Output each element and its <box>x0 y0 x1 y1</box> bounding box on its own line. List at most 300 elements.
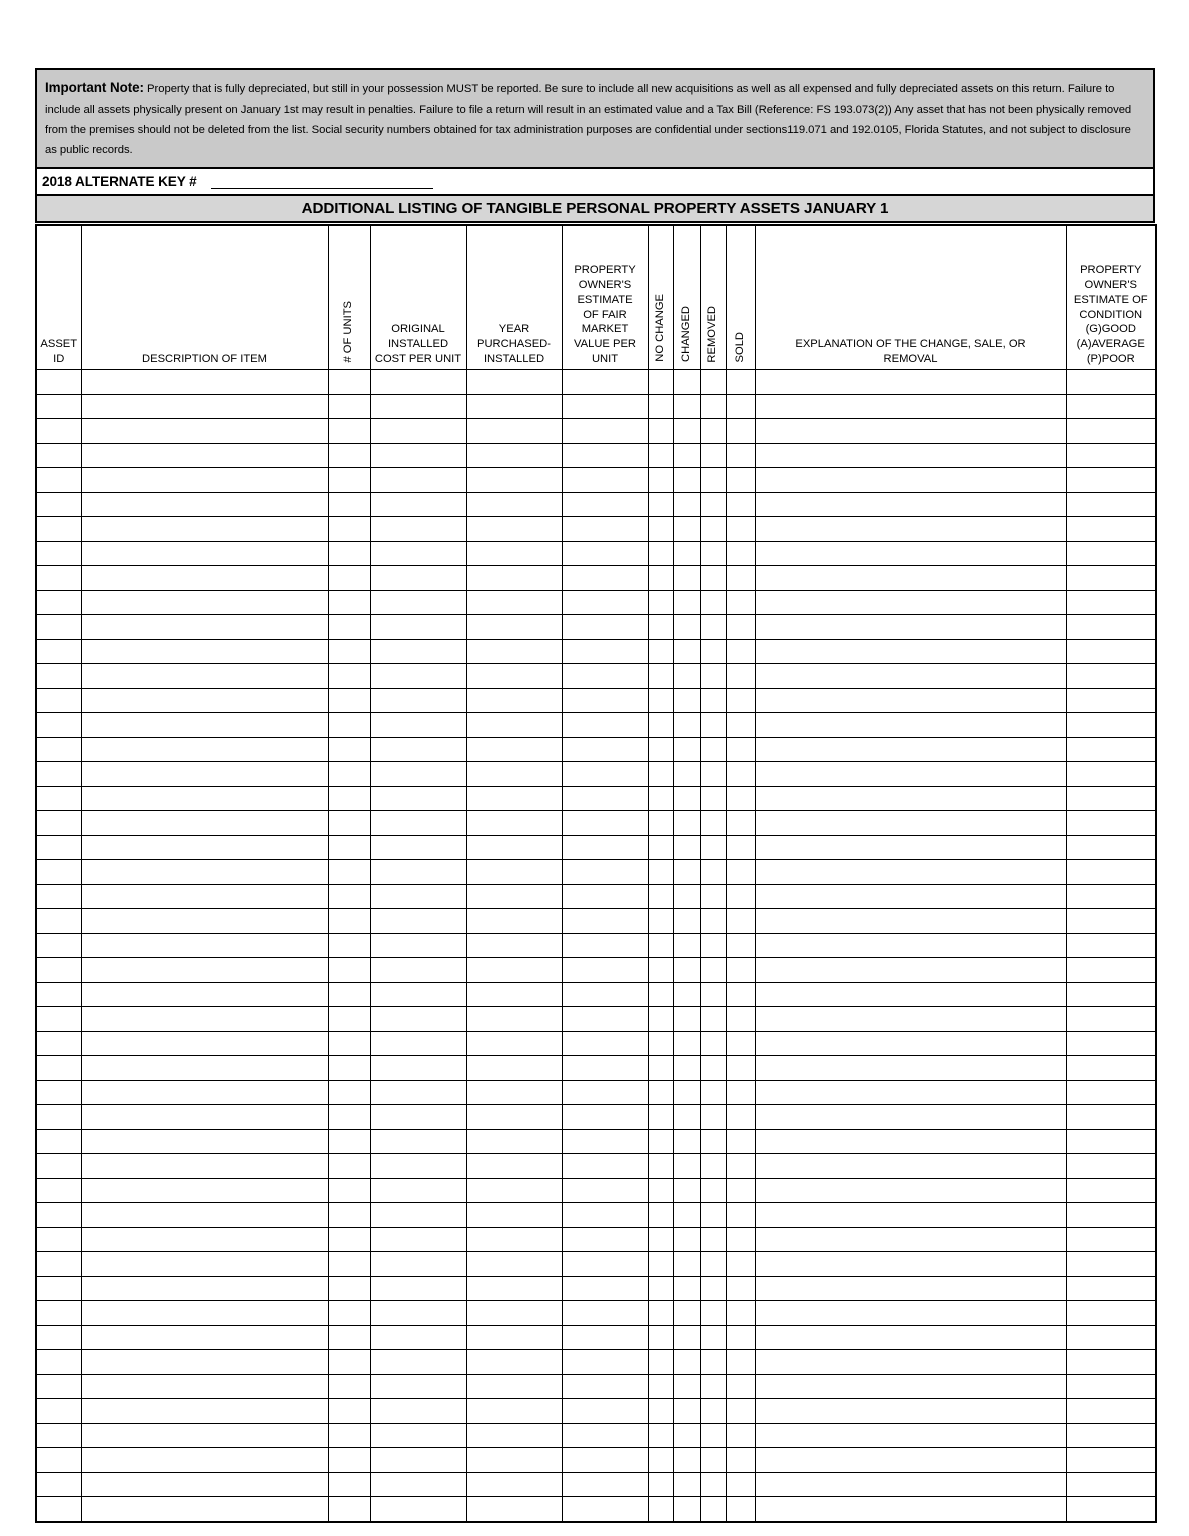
cell-removed[interactable] <box>700 1056 726 1081</box>
cell-no_change[interactable] <box>648 1350 673 1375</box>
cell-description[interactable] <box>81 566 328 591</box>
cell-description[interactable] <box>81 664 328 689</box>
cell-year_purchased[interactable] <box>466 933 562 958</box>
cell-removed[interactable] <box>700 615 726 640</box>
cell-condition[interactable] <box>1066 1301 1156 1326</box>
cell-removed[interactable] <box>700 713 726 738</box>
cell-units[interactable] <box>328 1178 370 1203</box>
cell-changed[interactable] <box>673 1105 700 1130</box>
cell-explanation[interactable] <box>755 933 1066 958</box>
cell-condition[interactable] <box>1066 835 1156 860</box>
cell-no_change[interactable] <box>648 1227 673 1252</box>
cell-no_change[interactable] <box>648 688 673 713</box>
cell-no_change[interactable] <box>648 835 673 860</box>
cell-no_change[interactable] <box>648 517 673 542</box>
cell-changed[interactable] <box>673 664 700 689</box>
cell-explanation[interactable] <box>755 541 1066 566</box>
cell-asset_id[interactable] <box>36 1007 81 1032</box>
cell-removed[interactable] <box>700 1080 726 1105</box>
cell-explanation[interactable] <box>755 909 1066 934</box>
cell-sold[interactable] <box>726 1178 755 1203</box>
cell-year_purchased[interactable] <box>466 443 562 468</box>
cell-description[interactable] <box>81 933 328 958</box>
cell-explanation[interactable] <box>755 1472 1066 1497</box>
cell-explanation[interactable] <box>755 517 1066 542</box>
cell-description[interactable] <box>81 1105 328 1130</box>
cell-original_cost[interactable] <box>370 786 466 811</box>
cell-asset_id[interactable] <box>36 1374 81 1399</box>
cell-description[interactable] <box>81 958 328 983</box>
cell-removed[interactable] <box>700 860 726 885</box>
cell-asset_id[interactable] <box>36 1399 81 1424</box>
cell-units[interactable] <box>328 860 370 885</box>
cell-description[interactable] <box>81 713 328 738</box>
cell-condition[interactable] <box>1066 1423 1156 1448</box>
cell-fair_market_value[interactable] <box>562 1252 648 1277</box>
cell-removed[interactable] <box>700 1105 726 1130</box>
cell-sold[interactable] <box>726 1129 755 1154</box>
cell-condition[interactable] <box>1066 639 1156 664</box>
cell-sold[interactable] <box>726 1350 755 1375</box>
cell-description[interactable] <box>81 1203 328 1228</box>
cell-condition[interactable] <box>1066 541 1156 566</box>
cell-sold[interactable] <box>726 909 755 934</box>
cell-sold[interactable] <box>726 1252 755 1277</box>
cell-original_cost[interactable] <box>370 1056 466 1081</box>
cell-sold[interactable] <box>726 688 755 713</box>
cell-no_change[interactable] <box>648 1472 673 1497</box>
cell-original_cost[interactable] <box>370 933 466 958</box>
cell-explanation[interactable] <box>755 688 1066 713</box>
cell-changed[interactable] <box>673 590 700 615</box>
cell-changed[interactable] <box>673 443 700 468</box>
cell-fair_market_value[interactable] <box>562 713 648 738</box>
cell-asset_id[interactable] <box>36 1276 81 1301</box>
cell-original_cost[interactable] <box>370 1350 466 1375</box>
cell-changed[interactable] <box>673 688 700 713</box>
cell-original_cost[interactable] <box>370 1129 466 1154</box>
cell-removed[interactable] <box>700 1423 726 1448</box>
cell-condition[interactable] <box>1066 713 1156 738</box>
cell-explanation[interactable] <box>755 1227 1066 1252</box>
cell-explanation[interactable] <box>755 394 1066 419</box>
cell-changed[interactable] <box>673 615 700 640</box>
cell-condition[interactable] <box>1066 492 1156 517</box>
cell-original_cost[interactable] <box>370 615 466 640</box>
cell-no_change[interactable] <box>648 615 673 640</box>
cell-units[interactable] <box>328 443 370 468</box>
cell-original_cost[interactable] <box>370 1423 466 1448</box>
cell-year_purchased[interactable] <box>466 394 562 419</box>
cell-condition[interactable] <box>1066 1399 1156 1424</box>
cell-no_change[interactable] <box>648 762 673 787</box>
cell-year_purchased[interactable] <box>466 1276 562 1301</box>
cell-original_cost[interactable] <box>370 1154 466 1179</box>
cell-explanation[interactable] <box>755 713 1066 738</box>
cell-condition[interactable] <box>1066 394 1156 419</box>
cell-removed[interactable] <box>700 590 726 615</box>
cell-description[interactable] <box>81 982 328 1007</box>
cell-changed[interactable] <box>673 982 700 1007</box>
cell-fair_market_value[interactable] <box>562 370 648 395</box>
cell-changed[interactable] <box>673 1056 700 1081</box>
cell-explanation[interactable] <box>755 1497 1066 1522</box>
cell-changed[interactable] <box>673 1448 700 1473</box>
cell-removed[interactable] <box>700 541 726 566</box>
cell-condition[interactable] <box>1066 590 1156 615</box>
cell-asset_id[interactable] <box>36 639 81 664</box>
cell-year_purchased[interactable] <box>466 1178 562 1203</box>
cell-units[interactable] <box>328 786 370 811</box>
cell-original_cost[interactable] <box>370 370 466 395</box>
cell-condition[interactable] <box>1066 1129 1156 1154</box>
cell-asset_id[interactable] <box>36 811 81 836</box>
cell-asset_id[interactable] <box>36 1252 81 1277</box>
cell-asset_id[interactable] <box>36 566 81 591</box>
cell-asset_id[interactable] <box>36 884 81 909</box>
cell-explanation[interactable] <box>755 958 1066 983</box>
cell-units[interactable] <box>328 566 370 591</box>
cell-description[interactable] <box>81 443 328 468</box>
cell-changed[interactable] <box>673 1129 700 1154</box>
cell-removed[interactable] <box>700 811 726 836</box>
cell-changed[interactable] <box>673 639 700 664</box>
cell-removed[interactable] <box>700 762 726 787</box>
cell-removed[interactable] <box>700 664 726 689</box>
cell-sold[interactable] <box>726 541 755 566</box>
cell-year_purchased[interactable] <box>466 884 562 909</box>
cell-fair_market_value[interactable] <box>562 1007 648 1032</box>
cell-changed[interactable] <box>673 1252 700 1277</box>
cell-changed[interactable] <box>673 909 700 934</box>
cell-removed[interactable] <box>700 639 726 664</box>
cell-condition[interactable] <box>1066 860 1156 885</box>
cell-description[interactable] <box>81 1276 328 1301</box>
cell-original_cost[interactable] <box>370 1497 466 1522</box>
cell-changed[interactable] <box>673 1497 700 1522</box>
cell-changed[interactable] <box>673 1399 700 1424</box>
cell-fair_market_value[interactable] <box>562 419 648 444</box>
cell-fair_market_value[interactable] <box>562 468 648 493</box>
cell-explanation[interactable] <box>755 860 1066 885</box>
cell-no_change[interactable] <box>648 566 673 591</box>
cell-description[interactable] <box>81 517 328 542</box>
cell-no_change[interactable] <box>648 933 673 958</box>
cell-no_change[interactable] <box>648 1276 673 1301</box>
cell-original_cost[interactable] <box>370 737 466 762</box>
cell-no_change[interactable] <box>648 443 673 468</box>
cell-removed[interactable] <box>700 1325 726 1350</box>
cell-units[interactable] <box>328 737 370 762</box>
cell-asset_id[interactable] <box>36 443 81 468</box>
cell-year_purchased[interactable] <box>466 1031 562 1056</box>
cell-no_change[interactable] <box>648 1497 673 1522</box>
cell-year_purchased[interactable] <box>466 370 562 395</box>
cell-asset_id[interactable] <box>36 1472 81 1497</box>
cell-condition[interactable] <box>1066 1007 1156 1032</box>
cell-no_change[interactable] <box>648 1129 673 1154</box>
cell-fair_market_value[interactable] <box>562 933 648 958</box>
cell-condition[interactable] <box>1066 1154 1156 1179</box>
cell-sold[interactable] <box>726 933 755 958</box>
cell-fair_market_value[interactable] <box>562 664 648 689</box>
cell-no_change[interactable] <box>648 860 673 885</box>
cell-removed[interactable] <box>700 835 726 860</box>
alternate-key-input[interactable] <box>211 175 433 189</box>
cell-fair_market_value[interactable] <box>562 1080 648 1105</box>
cell-units[interactable] <box>328 1448 370 1473</box>
cell-changed[interactable] <box>673 541 700 566</box>
cell-asset_id[interactable] <box>36 982 81 1007</box>
cell-condition[interactable] <box>1066 909 1156 934</box>
cell-fair_market_value[interactable] <box>562 1374 648 1399</box>
cell-fair_market_value[interactable] <box>562 590 648 615</box>
cell-condition[interactable] <box>1066 811 1156 836</box>
cell-units[interactable] <box>328 762 370 787</box>
cell-explanation[interactable] <box>755 1105 1066 1130</box>
cell-no_change[interactable] <box>648 811 673 836</box>
cell-units[interactable] <box>328 1276 370 1301</box>
cell-explanation[interactable] <box>755 1056 1066 1081</box>
cell-units[interactable] <box>328 1252 370 1277</box>
cell-condition[interactable] <box>1066 1448 1156 1473</box>
cell-original_cost[interactable] <box>370 1448 466 1473</box>
cell-removed[interactable] <box>700 884 726 909</box>
cell-year_purchased[interactable] <box>466 1080 562 1105</box>
cell-original_cost[interactable] <box>370 762 466 787</box>
cell-fair_market_value[interactable] <box>562 1399 648 1424</box>
cell-year_purchased[interactable] <box>466 419 562 444</box>
cell-sold[interactable] <box>726 1399 755 1424</box>
cell-asset_id[interactable] <box>36 1350 81 1375</box>
cell-condition[interactable] <box>1066 443 1156 468</box>
cell-year_purchased[interactable] <box>466 1423 562 1448</box>
cell-no_change[interactable] <box>648 1301 673 1326</box>
cell-sold[interactable] <box>726 1203 755 1228</box>
cell-units[interactable] <box>328 1350 370 1375</box>
cell-removed[interactable] <box>700 1203 726 1228</box>
cell-year_purchased[interactable] <box>466 639 562 664</box>
cell-condition[interactable] <box>1066 1080 1156 1105</box>
cell-fair_market_value[interactable] <box>562 1497 648 1522</box>
cell-year_purchased[interactable] <box>466 762 562 787</box>
cell-removed[interactable] <box>700 1129 726 1154</box>
cell-original_cost[interactable] <box>370 982 466 1007</box>
cell-description[interactable] <box>81 370 328 395</box>
cell-condition[interactable] <box>1066 1105 1156 1130</box>
cell-explanation[interactable] <box>755 590 1066 615</box>
cell-explanation[interactable] <box>755 1031 1066 1056</box>
cell-description[interactable] <box>81 762 328 787</box>
cell-units[interactable] <box>328 492 370 517</box>
cell-original_cost[interactable] <box>370 860 466 885</box>
cell-changed[interactable] <box>673 1154 700 1179</box>
cell-year_purchased[interactable] <box>466 1154 562 1179</box>
cell-units[interactable] <box>328 1374 370 1399</box>
cell-fair_market_value[interactable] <box>562 958 648 983</box>
cell-year_purchased[interactable] <box>466 1252 562 1277</box>
cell-fair_market_value[interactable] <box>562 1154 648 1179</box>
cell-units[interactable] <box>328 1301 370 1326</box>
cell-original_cost[interactable] <box>370 1472 466 1497</box>
cell-units[interactable] <box>328 811 370 836</box>
cell-sold[interactable] <box>726 762 755 787</box>
cell-units[interactable] <box>328 370 370 395</box>
cell-no_change[interactable] <box>648 786 673 811</box>
cell-asset_id[interactable] <box>36 786 81 811</box>
cell-asset_id[interactable] <box>36 1080 81 1105</box>
cell-sold[interactable] <box>726 492 755 517</box>
cell-removed[interactable] <box>700 1252 726 1277</box>
cell-condition[interactable] <box>1066 1472 1156 1497</box>
cell-sold[interactable] <box>726 394 755 419</box>
cell-changed[interactable] <box>673 737 700 762</box>
cell-original_cost[interactable] <box>370 1301 466 1326</box>
cell-units[interactable] <box>328 1227 370 1252</box>
cell-explanation[interactable] <box>755 1252 1066 1277</box>
cell-asset_id[interactable] <box>36 1325 81 1350</box>
cell-asset_id[interactable] <box>36 1056 81 1081</box>
cell-units[interactable] <box>328 590 370 615</box>
cell-units[interactable] <box>328 1423 370 1448</box>
cell-explanation[interactable] <box>755 1423 1066 1448</box>
cell-removed[interactable] <box>700 1448 726 1473</box>
cell-year_purchased[interactable] <box>466 811 562 836</box>
cell-fair_market_value[interactable] <box>562 615 648 640</box>
cell-description[interactable] <box>81 835 328 860</box>
cell-description[interactable] <box>81 1227 328 1252</box>
cell-explanation[interactable] <box>755 786 1066 811</box>
cell-changed[interactable] <box>673 713 700 738</box>
cell-changed[interactable] <box>673 1350 700 1375</box>
cell-units[interactable] <box>328 1497 370 1522</box>
cell-units[interactable] <box>328 1080 370 1105</box>
cell-asset_id[interactable] <box>36 468 81 493</box>
cell-changed[interactable] <box>673 933 700 958</box>
cell-fair_market_value[interactable] <box>562 639 648 664</box>
cell-sold[interactable] <box>726 1301 755 1326</box>
cell-description[interactable] <box>81 909 328 934</box>
cell-asset_id[interactable] <box>36 933 81 958</box>
cell-asset_id[interactable] <box>36 1031 81 1056</box>
cell-original_cost[interactable] <box>370 664 466 689</box>
cell-units[interactable] <box>328 639 370 664</box>
cell-removed[interactable] <box>700 1374 726 1399</box>
cell-changed[interactable] <box>673 1301 700 1326</box>
cell-explanation[interactable] <box>755 1399 1066 1424</box>
cell-year_purchased[interactable] <box>466 958 562 983</box>
cell-units[interactable] <box>328 909 370 934</box>
cell-description[interactable] <box>81 1399 328 1424</box>
cell-removed[interactable] <box>700 1031 726 1056</box>
cell-no_change[interactable] <box>648 737 673 762</box>
cell-year_purchased[interactable] <box>466 1227 562 1252</box>
cell-no_change[interactable] <box>648 1448 673 1473</box>
cell-changed[interactable] <box>673 394 700 419</box>
cell-asset_id[interactable] <box>36 492 81 517</box>
cell-original_cost[interactable] <box>370 958 466 983</box>
cell-original_cost[interactable] <box>370 468 466 493</box>
cell-fair_market_value[interactable] <box>562 1129 648 1154</box>
cell-removed[interactable] <box>700 1399 726 1424</box>
cell-no_change[interactable] <box>648 1007 673 1032</box>
cell-year_purchased[interactable] <box>466 468 562 493</box>
cell-changed[interactable] <box>673 1227 700 1252</box>
cell-asset_id[interactable] <box>36 835 81 860</box>
cell-condition[interactable] <box>1066 688 1156 713</box>
cell-sold[interactable] <box>726 615 755 640</box>
cell-changed[interactable] <box>673 1374 700 1399</box>
cell-description[interactable] <box>81 1007 328 1032</box>
cell-no_change[interactable] <box>648 1154 673 1179</box>
cell-fair_market_value[interactable] <box>562 982 648 1007</box>
cell-year_purchased[interactable] <box>466 615 562 640</box>
cell-description[interactable] <box>81 1129 328 1154</box>
cell-no_change[interactable] <box>648 419 673 444</box>
cell-description[interactable] <box>81 1325 328 1350</box>
cell-no_change[interactable] <box>648 639 673 664</box>
cell-explanation[interactable] <box>755 762 1066 787</box>
cell-fair_market_value[interactable] <box>562 394 648 419</box>
cell-description[interactable] <box>81 860 328 885</box>
cell-description[interactable] <box>81 541 328 566</box>
cell-sold[interactable] <box>726 1080 755 1105</box>
cell-units[interactable] <box>328 1056 370 1081</box>
cell-description[interactable] <box>81 688 328 713</box>
cell-asset_id[interactable] <box>36 958 81 983</box>
cell-condition[interactable] <box>1066 958 1156 983</box>
cell-condition[interactable] <box>1066 933 1156 958</box>
cell-fair_market_value[interactable] <box>562 835 648 860</box>
cell-sold[interactable] <box>726 419 755 444</box>
cell-no_change[interactable] <box>648 1203 673 1228</box>
cell-explanation[interactable] <box>755 811 1066 836</box>
cell-units[interactable] <box>328 982 370 1007</box>
cell-asset_id[interactable] <box>36 1203 81 1228</box>
cell-fair_market_value[interactable] <box>562 1472 648 1497</box>
cell-removed[interactable] <box>700 443 726 468</box>
cell-fair_market_value[interactable] <box>562 1448 648 1473</box>
cell-asset_id[interactable] <box>36 370 81 395</box>
cell-sold[interactable] <box>726 1227 755 1252</box>
cell-changed[interactable] <box>673 811 700 836</box>
cell-description[interactable] <box>81 1423 328 1448</box>
cell-year_purchased[interactable] <box>466 688 562 713</box>
cell-description[interactable] <box>81 786 328 811</box>
cell-sold[interactable] <box>726 1374 755 1399</box>
cell-description[interactable] <box>81 884 328 909</box>
cell-units[interactable] <box>328 958 370 983</box>
cell-removed[interactable] <box>700 688 726 713</box>
cell-removed[interactable] <box>700 370 726 395</box>
cell-sold[interactable] <box>726 958 755 983</box>
cell-sold[interactable] <box>726 860 755 885</box>
cell-units[interactable] <box>328 664 370 689</box>
cell-original_cost[interactable] <box>370 639 466 664</box>
cell-no_change[interactable] <box>648 1178 673 1203</box>
cell-sold[interactable] <box>726 443 755 468</box>
cell-original_cost[interactable] <box>370 1203 466 1228</box>
cell-fair_market_value[interactable] <box>562 1350 648 1375</box>
cell-condition[interactable] <box>1066 1497 1156 1522</box>
cell-removed[interactable] <box>700 1472 726 1497</box>
cell-sold[interactable] <box>726 1031 755 1056</box>
cell-sold[interactable] <box>726 664 755 689</box>
cell-original_cost[interactable] <box>370 1276 466 1301</box>
cell-asset_id[interactable] <box>36 1423 81 1448</box>
cell-sold[interactable] <box>726 1105 755 1130</box>
cell-condition[interactable] <box>1066 1374 1156 1399</box>
